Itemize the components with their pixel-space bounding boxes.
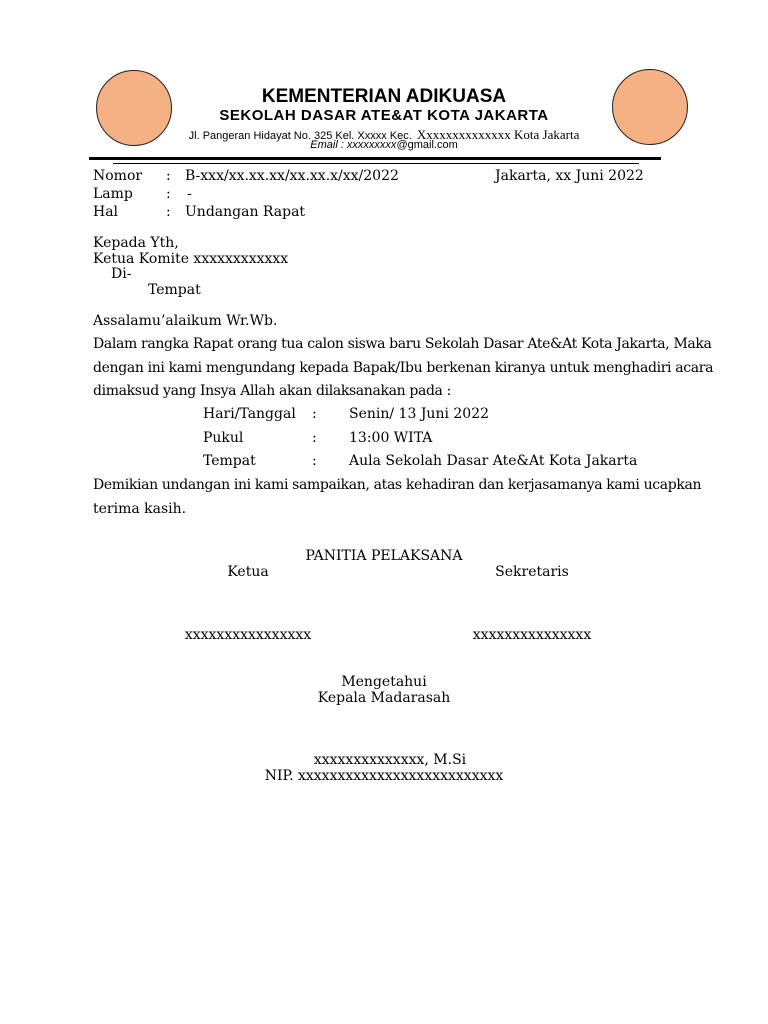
lamp-label: Lamp <box>93 186 133 202</box>
header-rule-thick <box>89 157 661 160</box>
hal-label: Hal <box>93 204 119 220</box>
hal-colon: : <box>166 204 171 220</box>
detail-label-time: Pukul <box>203 430 244 446</box>
detail-value-day: Senin/ 13 Juni 2022 <box>349 406 490 422</box>
email-prefix: Email : xxxxxxxxx <box>310 139 397 151</box>
headmaster-nip: NIP. xxxxxxxxxxxxxxxxxxxxxxxxxx <box>264 768 504 784</box>
email-suffix: @gmail.com <box>396 139 458 151</box>
hal-value: Undangan Rapat <box>185 204 306 220</box>
salutation: Assalamu’alaikum Wr.Wb. <box>93 313 278 329</box>
school-logo-right <box>612 69 688 145</box>
headmaster-title: Kepala Madarasah <box>317 690 451 706</box>
detail-value-place: Aula Sekolah Dasar Ate&At Kota Jakarta <box>349 453 638 469</box>
header-rule-thin <box>113 163 639 164</box>
detail-colon-day: : <box>312 406 317 422</box>
body-line-2: dengan ini kami mengundang kepada Bapak/Ibu berkenan kiranya untuk menghadiri acara <box>93 360 714 376</box>
recipient-name: Ketua Komite xxxxxxxxxxxx <box>93 251 289 267</box>
committee-title: PANITIA PELAKSANA <box>305 548 463 564</box>
secretary-name: xxxxxxxxxxxxxxx <box>472 627 592 643</box>
body-line-3: dimaksud yang Insya Allah akan dilaksanakan pada : <box>93 383 452 399</box>
acknowledged-label: Mengetahui <box>341 674 427 690</box>
address-suffix: Xxxxxxxxxxxxxx Kota Jakarta <box>416 127 580 142</box>
school-email <box>310 139 457 151</box>
chair-name: xxxxxxxxxxxxxxxx <box>184 627 312 643</box>
nomor-colon: : <box>166 168 171 184</box>
detail-label-place: Tempat <box>203 453 256 469</box>
letter-date: Jakarta, xx Juni 2022 <box>495 168 644 184</box>
school-name: SEKOLAH DASAR ATE&AT KOTA JAKARTA <box>219 107 549 124</box>
closing-line-2: terima kasih. <box>93 501 187 517</box>
recipient-di: Di- <box>111 266 132 282</box>
recipient-place: Tempat <box>148 282 201 298</box>
nomor-value: B-xxx/xx.xx.xx/xx.xx.x/xx/2022 <box>185 168 399 184</box>
address-prefix: Jl. Pangeran Hidayat No. 325 Kel. Xxxxx Kec. <box>188 130 412 142</box>
ministry-title: KEMENTERIAN ADIKUASA <box>261 86 507 107</box>
headmaster-name: xxxxxxxxxxxxxx, M.Si <box>313 752 467 768</box>
nomor-label: Nomor <box>93 168 143 184</box>
school-logo-left <box>96 70 172 146</box>
closing-line-1: Demikian undangan ini kami sampaikan, atas kehadiran dan kerjasamanya kami ucapkan <box>93 477 702 493</box>
secretary-title: Sekretaris <box>495 564 569 580</box>
lamp-colon: : <box>166 186 171 202</box>
body-line-1: Dalam rangka Rapat orang tua calon siswa baru Sekolah Dasar Ate&At Kota Jakarta, Maka <box>93 336 712 352</box>
chair-title: Ketua <box>227 564 269 580</box>
lamp-value: - <box>187 186 192 202</box>
recipient-greeting: Kepada Yth, <box>93 235 179 251</box>
detail-colon-place: : <box>312 453 317 469</box>
detail-label-day: Hari/Tanggal <box>203 406 296 422</box>
detail-colon-time: : <box>312 430 317 446</box>
detail-value-time: 13:00 WITA <box>349 430 433 446</box>
